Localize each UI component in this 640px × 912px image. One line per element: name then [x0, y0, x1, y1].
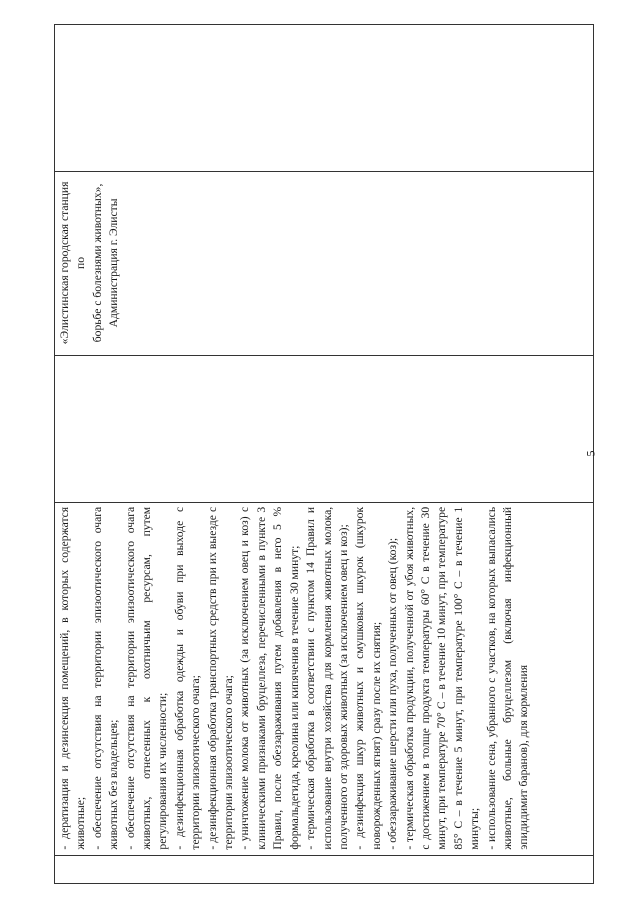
- page-number: 5: [583, 450, 598, 457]
- responsible-line: борьбе с болезнями животных»,: [90, 183, 104, 343]
- number-cell: [55, 855, 594, 883]
- table-row: [55, 25, 594, 884]
- measure-item: - дезинфекционная обработка транспортных средств при их выезде с территории эпизоотического очага;: [205, 506, 236, 850]
- measure-item: - обеспечение отсутствия на территории эпизоотического очага животных, отнесенных к охотничьим ресурсам, путем регулирования их численности;: [123, 506, 170, 850]
- measures-cell: [55, 502, 594, 855]
- measure-item: - обеспечение отсутствия на территории эпизоотического очага животных без владельцев;: [90, 506, 121, 850]
- deadline-cell: [55, 356, 594, 503]
- responsible-cell: [55, 171, 594, 355]
- measure-item: - уничтожение молока от животных (за исключением овец и коз) с клиническими признаками бруцеллеза, перечисленными в пункте 3 Правил, после обеззараживания путем добавления в него 5 % формальдегида, креолина или кипячения в течение 30 минут;: [238, 506, 301, 850]
- measure-item: - термическая обработка в соответствии с пунктом 14 Правил и использование внутри хозяйства для кормления животных молока, полученного от здоровых животных (за исключением овец и коз);: [304, 506, 350, 850]
- measures-table: [54, 24, 594, 884]
- measure-item: - дератизация и дезинсекция помещений, в которых содержатся животные;: [58, 506, 88, 850]
- measure-item: - дезинфекция шкур животных и смушковых шкурок (шкурок новорожденных ягнят) сразу после их снятия;: [353, 506, 383, 850]
- rotated-table-block: [54, 24, 594, 884]
- measure-item: - дезинфекционная обработка одежды и обуви при выходе с территории эпизоотического очага;: [172, 506, 203, 850]
- measure-item: - обеззараживание шерсти или пуха, полученных от овец (коз);: [386, 537, 400, 850]
- measure-item: - использование сена, убранного с участков, на которых выпасались животные, больные бруцеллезом (включая инфекционный эпидидимит баранов), для кормления: [484, 506, 531, 850]
- responsible-line: Администрация г. Элисты: [107, 198, 121, 328]
- notes-cell: [55, 25, 594, 172]
- measure-item: - термическая обработка продукции, полученной от убоя животных, с достижением в толще продукта температуры 60° С в течение 30 минут, при температуре 70° С – в течение 10 минут, при температуре 85° С – в течение 5 минут, при температуре 100° С – в течение 1 минуты;: [402, 506, 482, 850]
- responsible-line: «Элистинская городская станция по: [58, 181, 88, 345]
